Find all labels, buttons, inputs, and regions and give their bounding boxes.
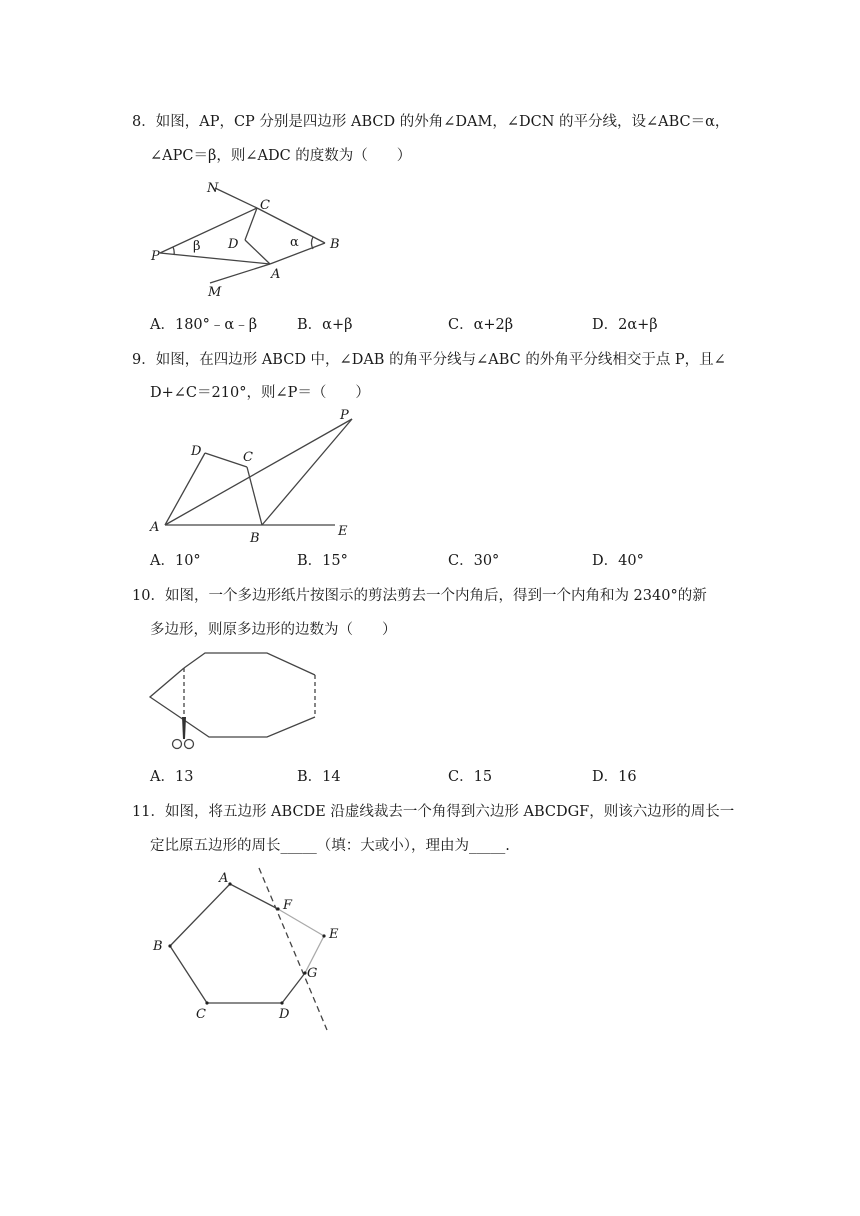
q10-text-line2: 多边形，则原多边形的边数为（ ） [150, 622, 397, 638]
q11-text-line2: 定比原五边形的周长_____（填：大或小），理由为_____. [150, 838, 510, 854]
q8-label-A: A [271, 267, 281, 282]
q8-text-line1: 8．如图，AP，CP 分别是四边形 ABCD 的外角∠DAM，∠DCN 的平分线，设∠ABC＝α， [132, 114, 730, 130]
q8-figure [145, 178, 365, 303]
q9-label-B: B [250, 531, 260, 546]
q11-text-line1: 11．如图，将五边形 ABCDE 沿虚线裁去一个角得到六边形 ABCDGF，则该六边形的周长一 [132, 804, 735, 820]
q8-option-d: D．2α+β [592, 317, 658, 333]
q9-option-a: A．10° [150, 553, 201, 569]
q9-text-line2: D+∠C＝210°，则∠P＝（ ） [150, 385, 370, 401]
q11-label-E: E [329, 927, 339, 942]
q11-label-F: F [283, 898, 293, 913]
q11-label-A: A [219, 871, 229, 886]
q8-label-alpha: α [290, 235, 299, 250]
q8-label-beta: β [193, 239, 201, 254]
q8-label-M: M [208, 285, 222, 300]
q11-label-B: B [153, 939, 163, 954]
q10-option-c: C．15 [448, 769, 493, 785]
q9-option-d: D．40° [592, 553, 644, 569]
q9-option-b: B．15° [297, 553, 348, 569]
q8-label-N: N [207, 181, 219, 196]
q11-label-C: C [196, 1007, 206, 1022]
q9-option-c: C．30° [448, 553, 500, 569]
q9-label-D: D [191, 444, 202, 459]
q10-option-b: B．14 [297, 769, 341, 785]
q8-label-C: C [260, 198, 270, 213]
q11-figure [145, 860, 355, 1035]
q8-label-D: D [228, 237, 239, 252]
scissors-icon [182, 717, 186, 739]
q10-option-d: D．16 [592, 769, 637, 785]
q9-label-E: E [338, 524, 348, 539]
q8-option-b: B．α+β [297, 317, 353, 333]
q9-figure [145, 405, 370, 545]
q10-option-a: A．13 [150, 769, 194, 785]
q11-label-G: G [307, 966, 318, 981]
q8-option-c: C．α+2β [448, 317, 514, 333]
q8-option-a: A．180°﹣α﹣β [150, 317, 258, 333]
q10-text-line1: 10．如图，一个多边形纸片按图示的剪法剪去一个内角后，得到一个内角和为 2340°的新 [132, 588, 707, 604]
q9-label-C: C [243, 450, 253, 465]
q9-label-P: P [340, 408, 349, 423]
q8-label-P: P [151, 249, 160, 264]
q8-label-B: B [330, 237, 340, 252]
q9-text-line1: 9．如图，在四边形 ABCD 中，∠DAB 的角平分线与∠ABC 的外角平分线相交于点 P，且∠ [132, 352, 726, 368]
q9-label-A: A [150, 520, 160, 535]
q8-text-line2: ∠APC＝β，则∠ADC 的度数为（ ） [150, 148, 412, 164]
q10-figure [145, 645, 325, 755]
q11-label-D: D [279, 1007, 290, 1022]
